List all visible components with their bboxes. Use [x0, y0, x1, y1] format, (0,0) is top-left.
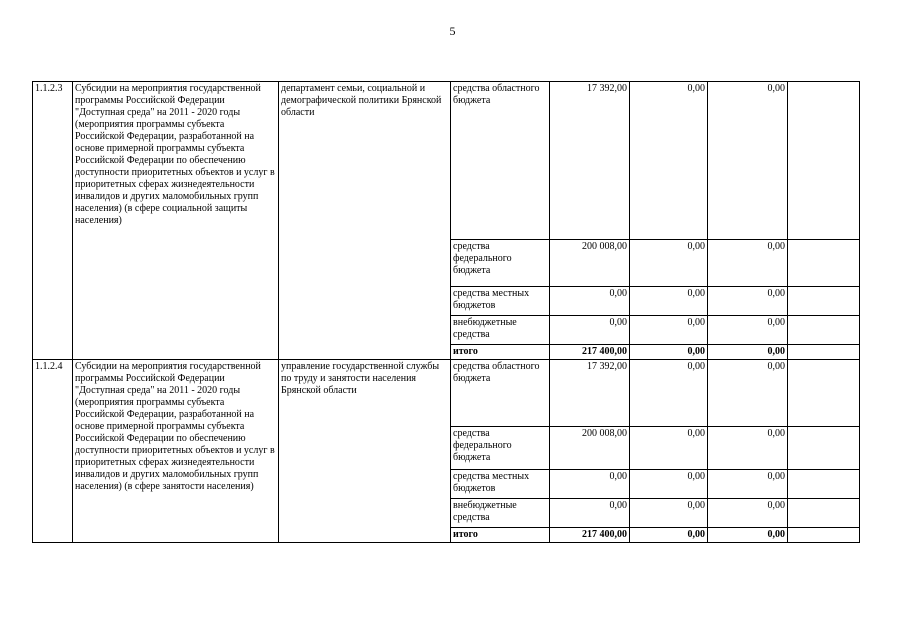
value-cell: 0,00	[630, 499, 708, 528]
value-cell: 0,00	[630, 82, 708, 240]
funding-source-total: итого	[451, 345, 550, 360]
funding-source: средства местных бюджетов	[451, 470, 550, 499]
row-code: 1.1.2.3	[33, 82, 73, 360]
value-cell: 0,00	[630, 316, 708, 345]
value-cell: 200 008,00	[550, 427, 630, 470]
value-cell	[788, 499, 860, 528]
funding-source: средства федерального бюджета	[451, 240, 550, 287]
value-cell: 0,00	[708, 316, 788, 345]
value-cell: 0,00	[550, 470, 630, 499]
budget-table	[32, 81, 860, 543]
funding-source-total: итого	[451, 528, 550, 543]
value-cell	[788, 240, 860, 287]
value-cell: 0,00	[550, 316, 630, 345]
total-cell	[788, 528, 860, 543]
value-cell: 0,00	[630, 240, 708, 287]
value-cell	[788, 360, 860, 427]
funding-source: средства местных бюджетов	[451, 287, 550, 316]
value-cell: 0,00	[708, 82, 788, 240]
value-cell	[788, 287, 860, 316]
value-cell: 200 008,00	[550, 240, 630, 287]
row-name: Субсидии на мероприятия государственной программы Российской Федерации "Доступная среда" на 2011 - 2020 годы (мероприятия программы субъекта Российской Федерации, разработанной на основе примерной программы субъекта Российской Федерации по обеспечению доступности приоритетных объектов и услуг в приоритетных сферах жизнедеятельности инвалидов и других маломобильных групп населения) (в сфере социальной защиты населения)	[73, 82, 279, 360]
page-number: 5	[449, 24, 456, 38]
value-cell: 0,00	[708, 240, 788, 287]
value-cell: 0,00	[630, 287, 708, 316]
value-cell: 0,00	[708, 470, 788, 499]
value-cell: 0,00	[708, 360, 788, 427]
total-cell: 0,00	[708, 345, 788, 360]
value-cell	[788, 316, 860, 345]
value-cell: 0,00	[708, 427, 788, 470]
total-cell: 0,00	[708, 528, 788, 543]
value-cell: 0,00	[550, 499, 630, 528]
row-executor: управление государственной службы по труду и занятости населения Брянской области	[279, 360, 451, 543]
value-cell: 0,00	[630, 360, 708, 427]
funding-source: средства областного бюджета	[451, 360, 550, 427]
value-cell: 17 392,00	[550, 82, 630, 240]
funding-source: средства областного бюджета	[451, 82, 550, 240]
funding-source: внебюджетные средства	[451, 316, 550, 345]
value-cell	[788, 82, 860, 240]
funding-source: внебюджетные средства	[451, 499, 550, 528]
table-row	[33, 360, 860, 427]
value-cell	[788, 427, 860, 470]
row-name: Субсидии на мероприятия государственной программы Российской Федерации "Доступная среда" на 2011 - 2020 годы (мероприятия программы субъекта Российской Федерации, разработанной на основе примерной программы субъекта Российской Федерации по обеспечению доступности приоритетных объектов и услуг в приоритетных сферах жизнедеятельности инвалидов и других маломобильных групп населения) (в сфере занятости населения)	[73, 360, 279, 543]
total-cell: 0,00	[630, 528, 708, 543]
total-cell: 217 400,00	[550, 345, 630, 360]
row-executor: департамент семьи, социальной и демографической политики Брянской области	[279, 82, 451, 360]
table-row	[33, 82, 860, 240]
row-code: 1.1.2.4	[33, 360, 73, 543]
total-cell: 217 400,00	[550, 528, 630, 543]
total-cell: 0,00	[630, 345, 708, 360]
value-cell: 0,00	[708, 287, 788, 316]
value-cell	[788, 470, 860, 499]
value-cell: 0,00	[630, 427, 708, 470]
value-cell: 0,00	[630, 470, 708, 499]
value-cell: 0,00	[550, 287, 630, 316]
total-cell	[788, 345, 860, 360]
funding-source: средства федерального бюджета	[451, 427, 550, 470]
value-cell: 17 392,00	[550, 360, 630, 427]
value-cell: 0,00	[708, 499, 788, 528]
